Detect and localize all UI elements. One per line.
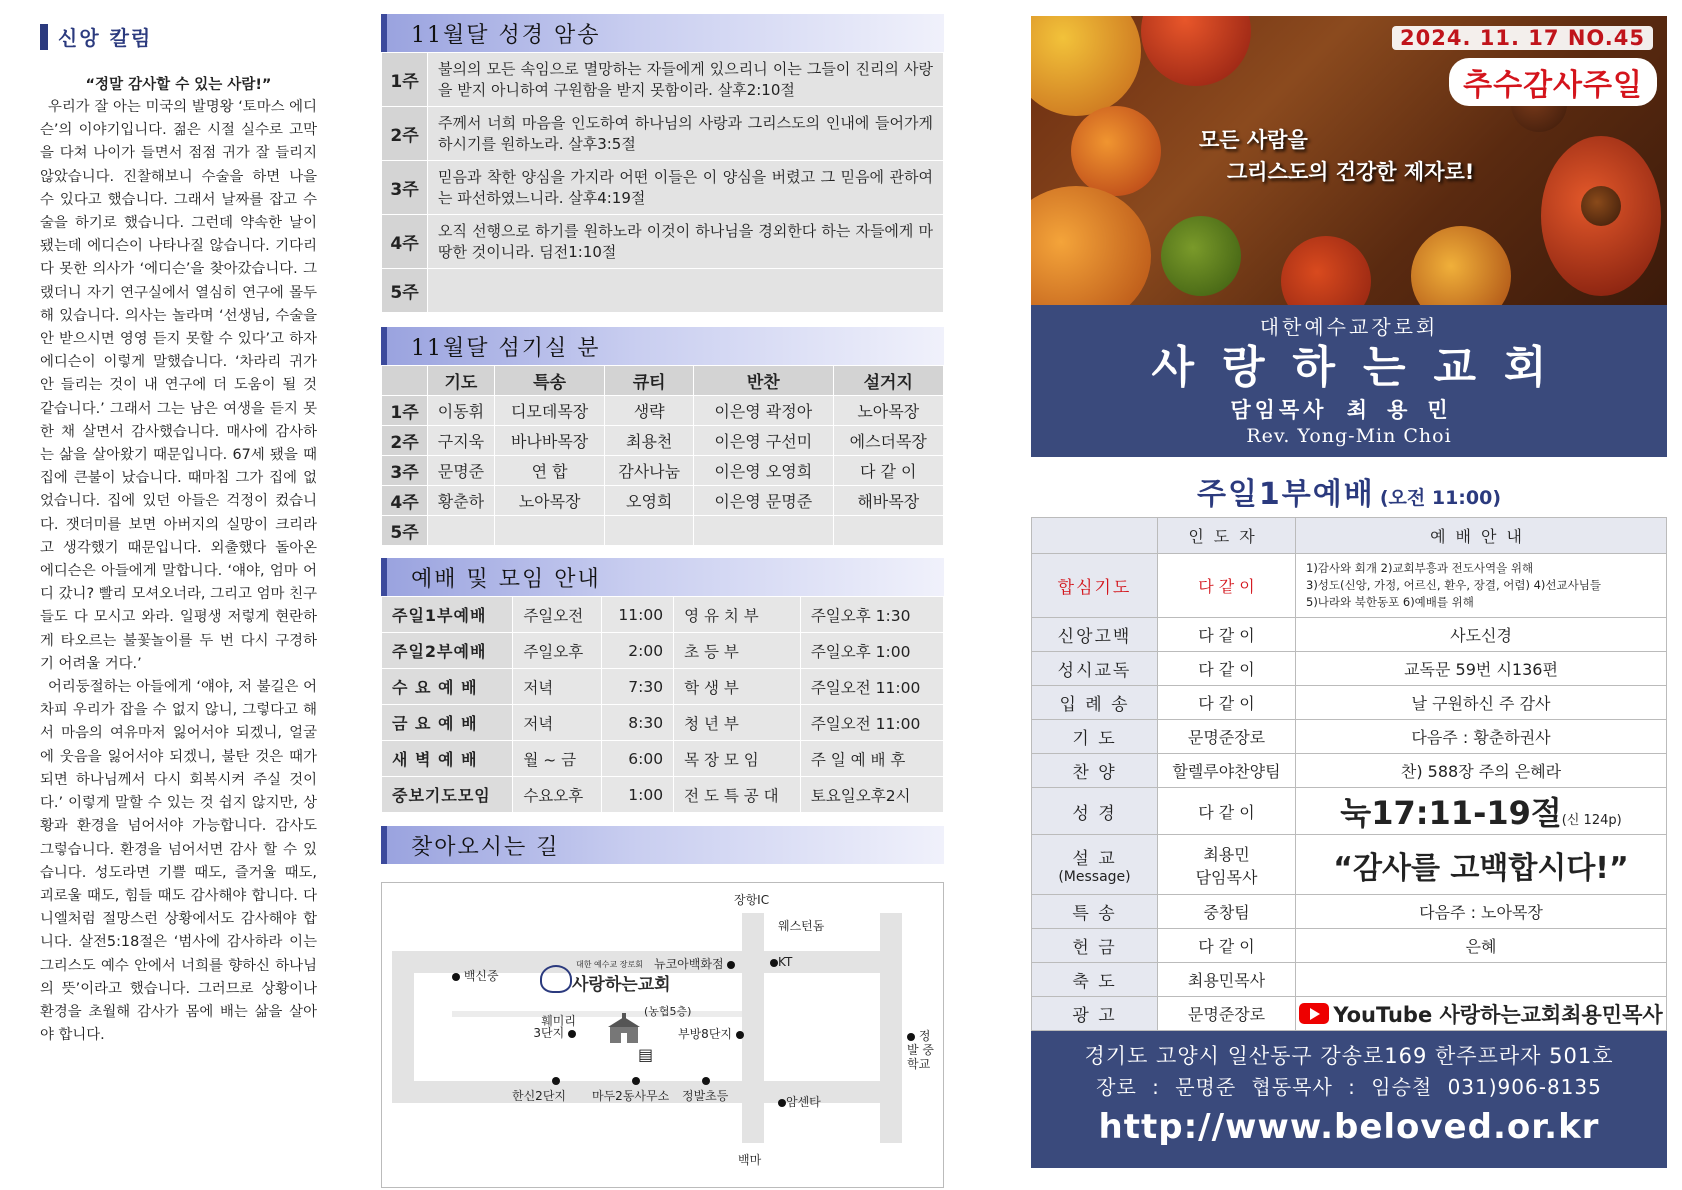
table-cell: 이은영 구선미 [694, 426, 833, 456]
table-cell: 생략 [605, 396, 694, 426]
label-text: 백신중 [463, 969, 499, 983]
location-dot [568, 1030, 576, 1038]
location-dot [452, 973, 460, 981]
location-dot [778, 1099, 786, 1107]
table-cell [605, 516, 694, 546]
service-day: 저녁 [513, 669, 602, 705]
website-link[interactable]: http://www.beloved.or.kr [1098, 1107, 1600, 1147]
order-info: 찬) 588장 주의 은혜라 [1296, 754, 1667, 788]
duty-title: 11월달 섬기실 분 [381, 327, 944, 365]
service-time: 11:00 [602, 597, 674, 633]
pastor-name-english: Rev. Yong-Min Choi [1246, 425, 1452, 447]
order-leader: 문명준장로 [1158, 997, 1296, 1031]
cover-panel [1031, 16, 1667, 1168]
sermon-label: 설 교 [1072, 849, 1117, 869]
table-row [382, 633, 944, 669]
table-row [1032, 929, 1667, 963]
table-cell: 문명준 [428, 456, 495, 486]
order-info [1296, 963, 1667, 997]
order-leader: 할렐루야찬양팀 [1158, 754, 1296, 788]
order-leader [1158, 835, 1296, 895]
pastor-line [1031, 394, 1667, 424]
order-item: 광 고 [1032, 997, 1158, 1031]
table-header-row [382, 366, 944, 396]
table-cell [494, 516, 604, 546]
order-item: 신앙고백 [1032, 618, 1158, 652]
prayer-topic: 5)나라와 북한동포 6)예배를 위해 [1306, 595, 1474, 609]
label-baekma: 백마 [738, 1153, 762, 1167]
dept-time: 주일오전 11:00 [800, 669, 943, 705]
sermon-leader-title: 담임목사 [1195, 867, 1258, 887]
table-row [1032, 652, 1667, 686]
order-item: 기 도 [1032, 720, 1158, 754]
memory-verse-title: 11월달 성경 암송 [381, 14, 944, 52]
order-item: 헌 금 [1032, 929, 1158, 963]
table-row [382, 456, 944, 486]
slogan-line-1: 모든 사람을 [1199, 128, 1308, 152]
service-name: 수 요 예 배 [382, 669, 513, 705]
order-leader: 문명준장로 [1158, 720, 1296, 754]
table-row [1032, 788, 1667, 835]
week-cell: 4주 [382, 486, 428, 516]
week-cell: 3주 [382, 456, 428, 486]
logo-church-name: 사랑하는교회 [572, 975, 671, 995]
header-cell [382, 366, 428, 396]
order-leader: 다 같 이 [1158, 788, 1296, 835]
label-text: 정발 중학교 [907, 1029, 934, 1071]
service-time: (오전 11:00) [1379, 487, 1502, 509]
table-row [382, 669, 944, 705]
verse-text: 오직 선행으로 하기를 원하노라 이것이 하나님을 경외한다 하는 자들에게 마땅한 것이니라. 딤전1:10절 [428, 215, 944, 269]
middle-column [381, 14, 944, 1167]
order-leader: 다 같 이 [1158, 554, 1296, 618]
slogan-line-2: 그리스도의 건강한 제자로! [1227, 160, 1475, 184]
service-day: 주일오후 [513, 633, 602, 669]
table-row [382, 161, 944, 215]
table-cell: 이은영 문명준 [694, 486, 833, 516]
header-cell: 큐티 [605, 366, 694, 396]
label-text: 정발초등 [682, 1089, 729, 1103]
service-title [1031, 469, 1667, 512]
label-text: 뉴코아백화점 [654, 957, 724, 971]
road-left [392, 951, 414, 1103]
order-info: 날 구원하신 주 감사 [1296, 686, 1667, 720]
service-name: 주일2부예배 [382, 633, 513, 669]
table-row [382, 705, 944, 741]
table-row [382, 396, 944, 426]
order-item: 특 송 [1032, 895, 1158, 929]
dept-time: 주일오후 1:00 [800, 633, 943, 669]
column-section-title: 신앙 칼럼 [58, 26, 153, 50]
table-cell: 에스더목장 [833, 426, 944, 456]
prayer-topic: 1)감사와 회개 2)교회부흥과 전도사역을 위해 [1306, 561, 1534, 575]
label-nonghyup: (농협5층) [644, 1005, 692, 1018]
youtube-link[interactable] [1299, 999, 1662, 1029]
order-item: 합심기도 [1032, 554, 1158, 618]
service-name: 중보기도모임 [382, 777, 513, 813]
order-item: 성시교독 [1032, 652, 1158, 686]
chestnut-image [1581, 186, 1621, 226]
table-row [1032, 754, 1667, 788]
directions-title: 찾아오시는 길 [381, 826, 944, 864]
table-row [1032, 554, 1667, 618]
address: 경기도 고양시 일산동구 강송로169 한주프라자 501호 [1084, 1044, 1614, 1068]
order-info: 다음주 : 황춘하권사 [1296, 720, 1667, 754]
column-headline: “정말 감사할 수 있는 사람!” [85, 77, 272, 93]
order-info: 사도신경 [1296, 618, 1667, 652]
event-badge: 추수감사주일 [1449, 58, 1657, 106]
table-cell: 황춘하 [428, 486, 495, 516]
pumpkin-image [1071, 106, 1161, 196]
dept-name: 학 생 부 [674, 669, 801, 705]
week-cell: 3주 [382, 161, 428, 215]
apple-image [1031, 16, 1141, 116]
order-item: 찬 양 [1032, 754, 1158, 788]
footer [1031, 1031, 1667, 1168]
verse-text [428, 269, 944, 313]
location-dot [770, 959, 778, 967]
table-header-row [1032, 518, 1667, 554]
denomination: 대한예수교장로회 [1259, 315, 1439, 339]
column-paragraph-2: 어리둥절하는 아들에게 ‘얘야, 저 불길은 어차피 우리가 잡을 수 없지 않니, 그렇다고 해서 마음의 여유마저 잃어서야 되겠니, 얼굴에 웃음을 잃어서야 되겠니, 불탄 것은 때가 되면 하나님께서 다시 회복시켜 주실 것이다.’ 이렇게 말할 수 있는 것 쉽지 않지만, 상황과 환경을 넘어서야 가능합니다. 감사도 그렇습니다. 환경을 넘어서면 감사 할 수 있습니다. 성도라면 기쁠 때도, 즐거울 때도, 괴로울 때도, 힘들 때도 감사해야 합니다. 다니엘처럼 절망스런 상황에서도 감사해야 합니다. 살전5:18절은 ‘범사에 감사하라 이는 그리스도 예수 안에서 너희를 향하신 하나님의 뜻’이라고 했습니다. 그러므로 상황이나 환경을 초월해 감사가 몸에 배는 삶을 살아야 합니다. [40, 679, 317, 1044]
order-leader: 다 같 이 [1158, 652, 1296, 686]
label-text: 부방8단지 [678, 1027, 733, 1041]
label-text: 암센타 [786, 1095, 821, 1109]
label-text: 마두2동사무소 [592, 1089, 670, 1103]
table-cell: 이은영 곽정아 [694, 396, 833, 426]
week-cell: 2주 [382, 107, 428, 161]
directions-map [381, 882, 944, 1188]
week-cell: 4주 [382, 215, 428, 269]
table-row [382, 53, 944, 107]
harvest-banner [1031, 16, 1667, 305]
road-mid [742, 913, 764, 1143]
week-cell: 5주 [382, 516, 428, 546]
order-leader: 최용민목사 [1158, 963, 1296, 997]
table-cell: 노아목장 [494, 486, 604, 516]
service-day: 월 ~ 금 [513, 741, 602, 777]
service-time: 1:00 [602, 777, 674, 813]
location-dot [907, 1033, 915, 1041]
label-text: 훼미리 3단지 [533, 1014, 576, 1040]
location-dot [552, 1077, 560, 1085]
table-cell: 연 합 [494, 456, 604, 486]
table-row [382, 741, 944, 777]
service-day: 주일오전 [513, 597, 602, 633]
location-dot [702, 1077, 710, 1085]
order-info: 다음주 : 노아목장 [1296, 895, 1667, 929]
service-name: 금 요 예 배 [382, 705, 513, 741]
table-cell: 최용천 [605, 426, 694, 456]
dept-time: 주일오후 1:30 [800, 597, 943, 633]
location-dot [632, 1077, 640, 1085]
youtube-cell[interactable] [1296, 997, 1667, 1031]
scripture-cell [1296, 788, 1667, 835]
table-row [382, 777, 944, 813]
crosswalk-icon: ▤ [638, 1045, 654, 1064]
leaf-image [1281, 236, 1371, 305]
road-inner [452, 1011, 742, 1017]
table-cell: 이동휘 [428, 396, 495, 426]
service-day: 수요오후 [513, 777, 602, 813]
week-cell: 1주 [382, 396, 428, 426]
header-cell [1032, 518, 1158, 554]
location-dot [727, 961, 735, 969]
table-row [382, 269, 944, 313]
dept-name: 영 유 치 부 [674, 597, 801, 633]
location-dot [736, 1031, 744, 1039]
week-cell: 5주 [382, 269, 428, 313]
order-item [1032, 835, 1158, 895]
road-right [880, 913, 902, 1143]
scripture-reference: 눅17:11-19절 [1340, 794, 1562, 832]
pastor-name: 최용민 [1346, 398, 1468, 422]
memory-verse-table [381, 52, 944, 313]
dept-time: 토요일오후2시 [800, 777, 943, 813]
church-building-svg [604, 1013, 644, 1045]
table-cell [694, 516, 833, 546]
youtube-text: YouTube 사랑하는교회최용민목사 [1333, 1002, 1663, 1027]
header-cell: 예배안내 [1296, 518, 1667, 554]
dept-name: 전 도 특 공 대 [674, 777, 801, 813]
worship-title: 예배 및 모임 안내 [381, 558, 944, 596]
prayer-topics [1296, 554, 1667, 618]
header-cell: 기도 [428, 366, 495, 396]
table-cell: 해바목장 [833, 486, 944, 516]
dept-name: 목 장 모 임 [674, 741, 801, 777]
service-time: 2:00 [602, 633, 674, 669]
order-item: 입 례 송 [1032, 686, 1158, 720]
table-row [1032, 835, 1667, 895]
column-title [40, 22, 317, 51]
duty-table [381, 365, 944, 546]
week-cell: 2주 [382, 426, 428, 456]
sermon-title: “감사를 고백합시다!” [1333, 850, 1629, 886]
table-row [382, 215, 944, 269]
faith-column [40, 22, 317, 1047]
worship-table [381, 596, 944, 813]
dept-name: 청 년 부 [674, 705, 801, 741]
dept-name: 초 등 부 [674, 633, 801, 669]
logo-mark [540, 965, 572, 993]
column-paragraph-1: 우리가 잘 아는 미국의 발명왕 ‘토마스 에디슨’의 이야기입니다. 젊은 시절 실수로 고막을 다쳐 나이가 들면서 점점 귀가 잘 들리지 않았습니다. 진찰해보니 수술을 하면 나을 수 있다고 했습니다. 그래서 날짜를 잡고 수술을 하기로 했습니다. 그런데 약속한 날이 됐는데 에디슨이 나타나질 않습니다. 기다리다 못한 의사가 ‘에디슨’을 찾아갔습니다. 그랬더니 자기 연구실에서 열심히 연구에 몰두해 있습니다. 의사는 놀라며 ‘선생님, 수술을 안 받으시면 영영 듣지 못할 수 있다’고 하자 에디슨이 이렇게 말했습니다. ‘차라리 귀가 안 들리는 것이 내 연구에 더 도움이 될 것 같습니다.’ 그래서 그는 남은 여생을 듣지 못한 채 살면서 감사했습니다. 매사에 감사하는 삶을 살아왔기 때문입니다. 67세 됐을 때 집에 큰불이 났습니다. 때마침 그가 집에 없었습니다. 집에 있던 아들은 걱정이 컸습니다. 잿더미를 보면 아버지의 실망이 크리라고 생각했기 때문입니다. 외출했다 돌아온 에디슨은 아들에게 말합니다. ‘얘야, 엄마 어디 갔니? 빨리 모셔오너라, 그리고 엄마 친구들도 다 모시고 와라. 일평생 저렇게 현란하게 타오르는 불꽃놀이를 두 번 다시 구경하기 어려울 거다.’ [40, 99, 317, 672]
apple-image [1141, 16, 1251, 86]
table-cell: 감사나눔 [605, 456, 694, 486]
table-row [382, 486, 944, 516]
table-cell: 다 같 이 [833, 456, 944, 486]
sermon-leader: 최용민 [1203, 844, 1250, 864]
dept-time: 주 일 예 배 후 [800, 741, 943, 777]
order-leader: 다 같 이 [1158, 618, 1296, 652]
table-row [1032, 895, 1667, 929]
scripture-page: (신 124p) [1561, 813, 1622, 828]
table-row [1032, 720, 1667, 754]
leaf-image [1411, 226, 1511, 305]
slogan [1199, 124, 1474, 188]
service-name: 주일1부예배 [382, 597, 513, 633]
label-hanshin [512, 1073, 566, 1104]
service-time: 8:30 [602, 705, 674, 741]
header-cell: 특송 [494, 366, 604, 396]
table-row [1032, 963, 1667, 997]
church-building-icon [604, 1013, 644, 1043]
verse-text: 주께서 너희 마음을 인도하여 하나님의 사랑과 그리스도의 인내에 들어가게 하시기를 원하노라. 살후3:5절 [428, 107, 944, 161]
table-cell: 오영희 [605, 486, 694, 516]
prayer-topic: 3)성도(신앙, 가정, 어르신, 환우, 장결, 어렴) 4)선교사님들 [1306, 578, 1601, 592]
order-leader: 중창팀 [1158, 895, 1296, 929]
table-cell: 노아목장 [833, 396, 944, 426]
label-text: 한신2단지 [512, 1089, 567, 1103]
church-name: 사랑하는교회 [1151, 342, 1575, 393]
label-madu [592, 1073, 669, 1104]
label-bubang [678, 1025, 744, 1042]
order-of-worship-table [1031, 517, 1667, 1031]
church-header [1031, 305, 1667, 457]
header-cell: 설거지 [833, 366, 944, 396]
hops-image [1161, 216, 1241, 296]
service-time: 7:30 [602, 669, 674, 705]
title-bar [40, 24, 48, 50]
table-cell [428, 516, 495, 546]
issue-date: 2024. 11. 17 NO.45 [1392, 26, 1653, 50]
label-westerndom: 웨스턴돔 [778, 919, 825, 933]
label-janghang: 장항IC [734, 893, 770, 907]
column-body [40, 96, 317, 1047]
label-baeksin [452, 967, 499, 984]
church-logo [532, 959, 672, 995]
order-info: 교독문 59번 시136편 [1296, 652, 1667, 686]
table-row [382, 426, 944, 456]
service-name: 주일1부예배 [1196, 477, 1375, 512]
label-jeongbal-elem [682, 1073, 728, 1104]
table-cell: 디모데목장 [494, 396, 604, 426]
service-time: 6:00 [602, 741, 674, 777]
sermon-title-cell [1296, 835, 1667, 895]
youtube-icon [1299, 1003, 1329, 1024]
table-row [1032, 618, 1667, 652]
table-cell: 구지욱 [428, 426, 495, 456]
table-row [1032, 997, 1667, 1031]
table-row [382, 597, 944, 633]
header-cell: 인도자 [1158, 518, 1296, 554]
table-cell: 바나바목장 [494, 426, 604, 456]
contacts: 장로 : 문명준 협동목사 : 임승철 031)906-8135 [1096, 1075, 1602, 1099]
table-row [382, 107, 944, 161]
table-cell: 이은영 오영희 [694, 456, 833, 486]
order-leader: 다 같 이 [1158, 686, 1296, 720]
label-jeongbal-mid [907, 1029, 941, 1071]
table-row [382, 516, 944, 546]
logo-denomination: 대한 예수교 장로회 [576, 960, 643, 969]
pastor-label: 담임목사 [1230, 398, 1328, 422]
table-row [1032, 686, 1667, 720]
label-humiri [532, 1015, 576, 1039]
sermon-sub-label: (Message) [1058, 869, 1131, 885]
label-kt [770, 955, 792, 969]
order-info: 은혜 [1296, 929, 1667, 963]
service-name: 새 벽 예 배 [382, 741, 513, 777]
order-item: 성 경 [1032, 788, 1158, 835]
table-cell [833, 516, 944, 546]
week-cell: 1주 [382, 53, 428, 107]
verse-text: 믿음과 착한 양심을 가지라 어떤 이들은 이 양심을 버렸고 그 믿음에 관하여는 파선하였느니라. 살후4:19절 [428, 161, 944, 215]
leaf-pile-image [1031, 186, 1151, 305]
order-item: 축 도 [1032, 963, 1158, 997]
header-cell: 반찬 [694, 366, 833, 396]
dept-time: 주일오전 11:00 [800, 705, 943, 741]
order-leader: 다 같 이 [1158, 929, 1296, 963]
label-text: KT [778, 955, 793, 969]
service-day: 저녁 [513, 705, 602, 741]
label-amcenter [778, 1093, 821, 1110]
verse-text: 불의의 모든 속임으로 멸망하는 자들에게 있으리니 이는 그들이 진리의 사랑을 받지 아니하여 구원함을 받지 못함이라. 살후2:10절 [428, 53, 944, 107]
